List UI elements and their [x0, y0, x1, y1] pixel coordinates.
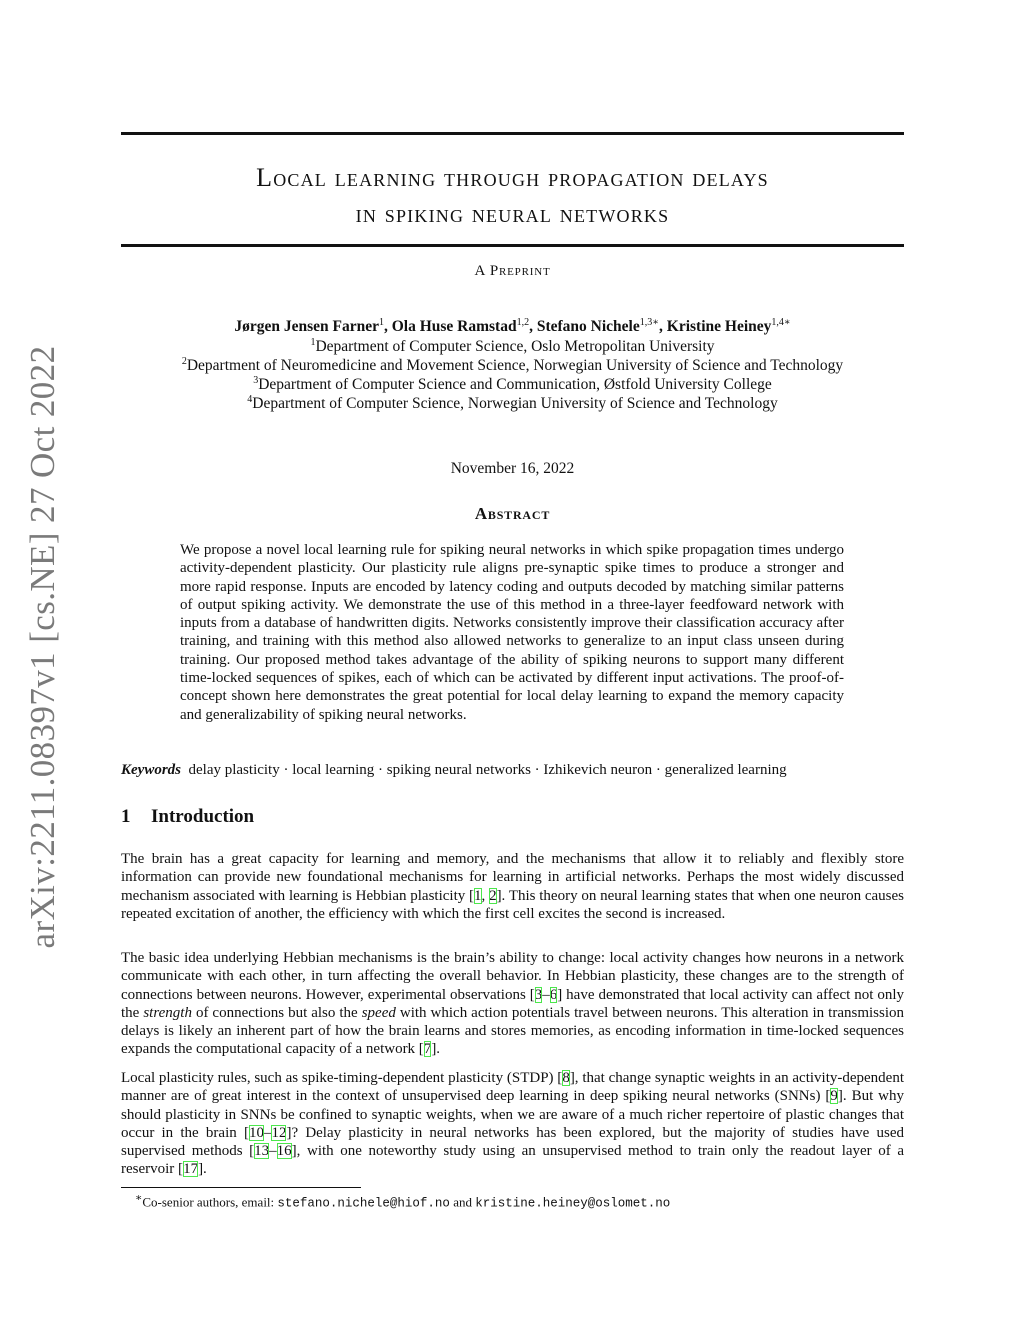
footnote-mark: ∗	[135, 1192, 143, 1204]
title-bottom-rule	[121, 244, 904, 247]
keywords-list: delay plasticity · local learning · spiking neural networks · Izhikevich neuron · generalized learning	[188, 762, 787, 778]
author-name: Jørgen Jensen Farner	[234, 318, 379, 335]
title-top-rule	[121, 132, 904, 135]
title-line-2: in spiking neural networks	[355, 199, 670, 228]
citation-link[interactable]: 10	[248, 1124, 264, 1141]
abstract-body: We propose a novel local learning rule for spiking neural networks in which spike propagation times undergo activity-dependent plasticity. Our plasticity rule aligns pre-synaptic spike times to produce a stronger and more rapid response. Inputs are encoded by latency coding and outputs decoded by matching similar patterns of output spiking activity. We demonstrate the use of this method in a three-layer feedfoward network with inputs from a database of handwritten digits. Networks consistently improve their classification accuracy after training, and training with this method also allowed networks to generalize to an input class unseen during training. Our proposed method takes advantage of the ability of spiking neurons to support many different time-locked sequences of spikes, each of which can be activated by different input activations. The proof-of-concept shown here demonstrates the great potential for local delay learning to expand the memory capacity and generalizability of spiking neural networks.	[180, 542, 844, 723]
author-name: Ola Huse Ramstad	[391, 318, 517, 335]
affiliation: $^2$Department of Neuromedicine and Movement Science, Norwegian University of Science and Technology	[181, 356, 844, 374]
arxiv-identifier-text: arXiv:2211.08397v1 [cs.NE] 27 Oct 2022	[23, 345, 62, 949]
author-affiliation-mark: 1	[378, 317, 384, 328]
preprint-label: A Preprint	[474, 263, 551, 279]
affiliation: $^3$Department of Computer Science and Communication, Østfold University College	[253, 375, 772, 393]
author-affiliation-mark: 1,2	[516, 317, 530, 328]
intro-paragraph-2: The basic idea underlying Hebbian mechanisms is the brain’s ability to change: local activity changes how neurons in a network communicate with each other, in turn affecting the overall behavior. In Hebbian plasticity, these changes are to the strength of connections between neurons. However, experimental observations [3–6] have demonstrated that local activity can affect not only the strength of connections but also the speed with which action potentials travel between neurons. This alteration in transmission delays is likely an inherent part of how the brain learns and stores memories, as encoding information in time-locked sequences expands the computational capacity of a network [7].	[121, 950, 905, 1058]
footnote-rule	[121, 1187, 361, 1188]
title-line-1: Local learning through propagation delays	[256, 163, 769, 192]
author-affiliation-mark: 1,4∗	[771, 317, 791, 328]
abstract-heading: Abstract	[474, 504, 551, 523]
email-link[interactable]: stefano.nichele@hiof.no	[277, 1196, 450, 1211]
citation-link[interactable]: 13	[254, 1143, 270, 1160]
publication-date: November 16, 2022	[450, 460, 575, 477]
intro-paragraph-3: Local plasticity rules, such as spike-timing-dependent plasticity (STDP) [8], that change synaptic weights in an activity-dependent manner are of great interest in the context of unsupervised deep learning in deep spiking neural networks (SNNs) [9]. But why should plasticity in SNNs be confined to synaptic weights, when we are aware of a much richer repertoire of plastic changes that occur in the brain [10–12]? Delay plasticity in neural networks has been explored, but the majority of studies have used supervised methods [13–16], with one noteworthy study using an unsupervised method to train only the readout layer of a reservoir [17].	[121, 1070, 905, 1178]
citation-link[interactable]: 1	[474, 887, 482, 904]
author-name: Kristine Heiney	[666, 318, 772, 335]
paper-title	[121, 160, 904, 232]
citation-link[interactable]: 17	[183, 1161, 199, 1178]
affiliation: $^1$Department of Computer Science, Oslo Metropolitan University	[310, 337, 715, 355]
emphasis-strength: strength	[143, 1004, 192, 1021]
email-link[interactable]: kristine.heiney@oslomet.no	[475, 1196, 671, 1211]
intro-paragraph-1: The brain has a great capacity for learning and memory, and the mechanisms that allow it to reliably and flexibly store information can provide new foundational mechanisms for learning in artificial networks. Perhaps the most widely discussed mechanism associated with learning is Hebbian plasticity [1, 2]. This theory on neural learning states that when one neuron causes repeated excitation of another, the efficiency with which the first cell excites the second is increased.	[121, 851, 904, 922]
section-heading	[121, 806, 254, 828]
author-affiliation-mark: 1,3∗	[639, 317, 660, 328]
author-name: Stefano Nichele	[536, 318, 640, 335]
citation-link[interactable]: 16	[276, 1143, 292, 1160]
keywords-label: Keywords	[121, 762, 181, 778]
footnote: ∗Co-senior authors, email: stefano.nichele@hiof.no and kristine.heiney@oslomet.no	[135, 1192, 671, 1211]
citation-link[interactable]: 9	[830, 1088, 838, 1105]
section-number: 1	[121, 806, 131, 827]
citation-link[interactable]: 12	[271, 1124, 287, 1141]
keywords	[121, 762, 904, 779]
affiliation: $^4$Department of Computer Science, Norwegian University of Science and Technology	[247, 394, 778, 412]
emphasis-speed: speed	[361, 1004, 396, 1021]
citation-link[interactable]: 2	[489, 887, 497, 904]
citation-link[interactable]: 6	[549, 986, 558, 1003]
citation-link[interactable]: 7	[423, 1041, 432, 1058]
author-list: Jørgen Jensen Farner$^1$, Ola Huse Ramstad$^{1,2}$, Stefano Nichele$^{1,3∗}$, Kristine Heiney$^{1,4∗}$	[234, 317, 791, 335]
section-title: Introduction	[151, 806, 255, 827]
citation-link[interactable]: 3	[534, 986, 543, 1003]
citation-link[interactable]: 8	[562, 1070, 570, 1086]
